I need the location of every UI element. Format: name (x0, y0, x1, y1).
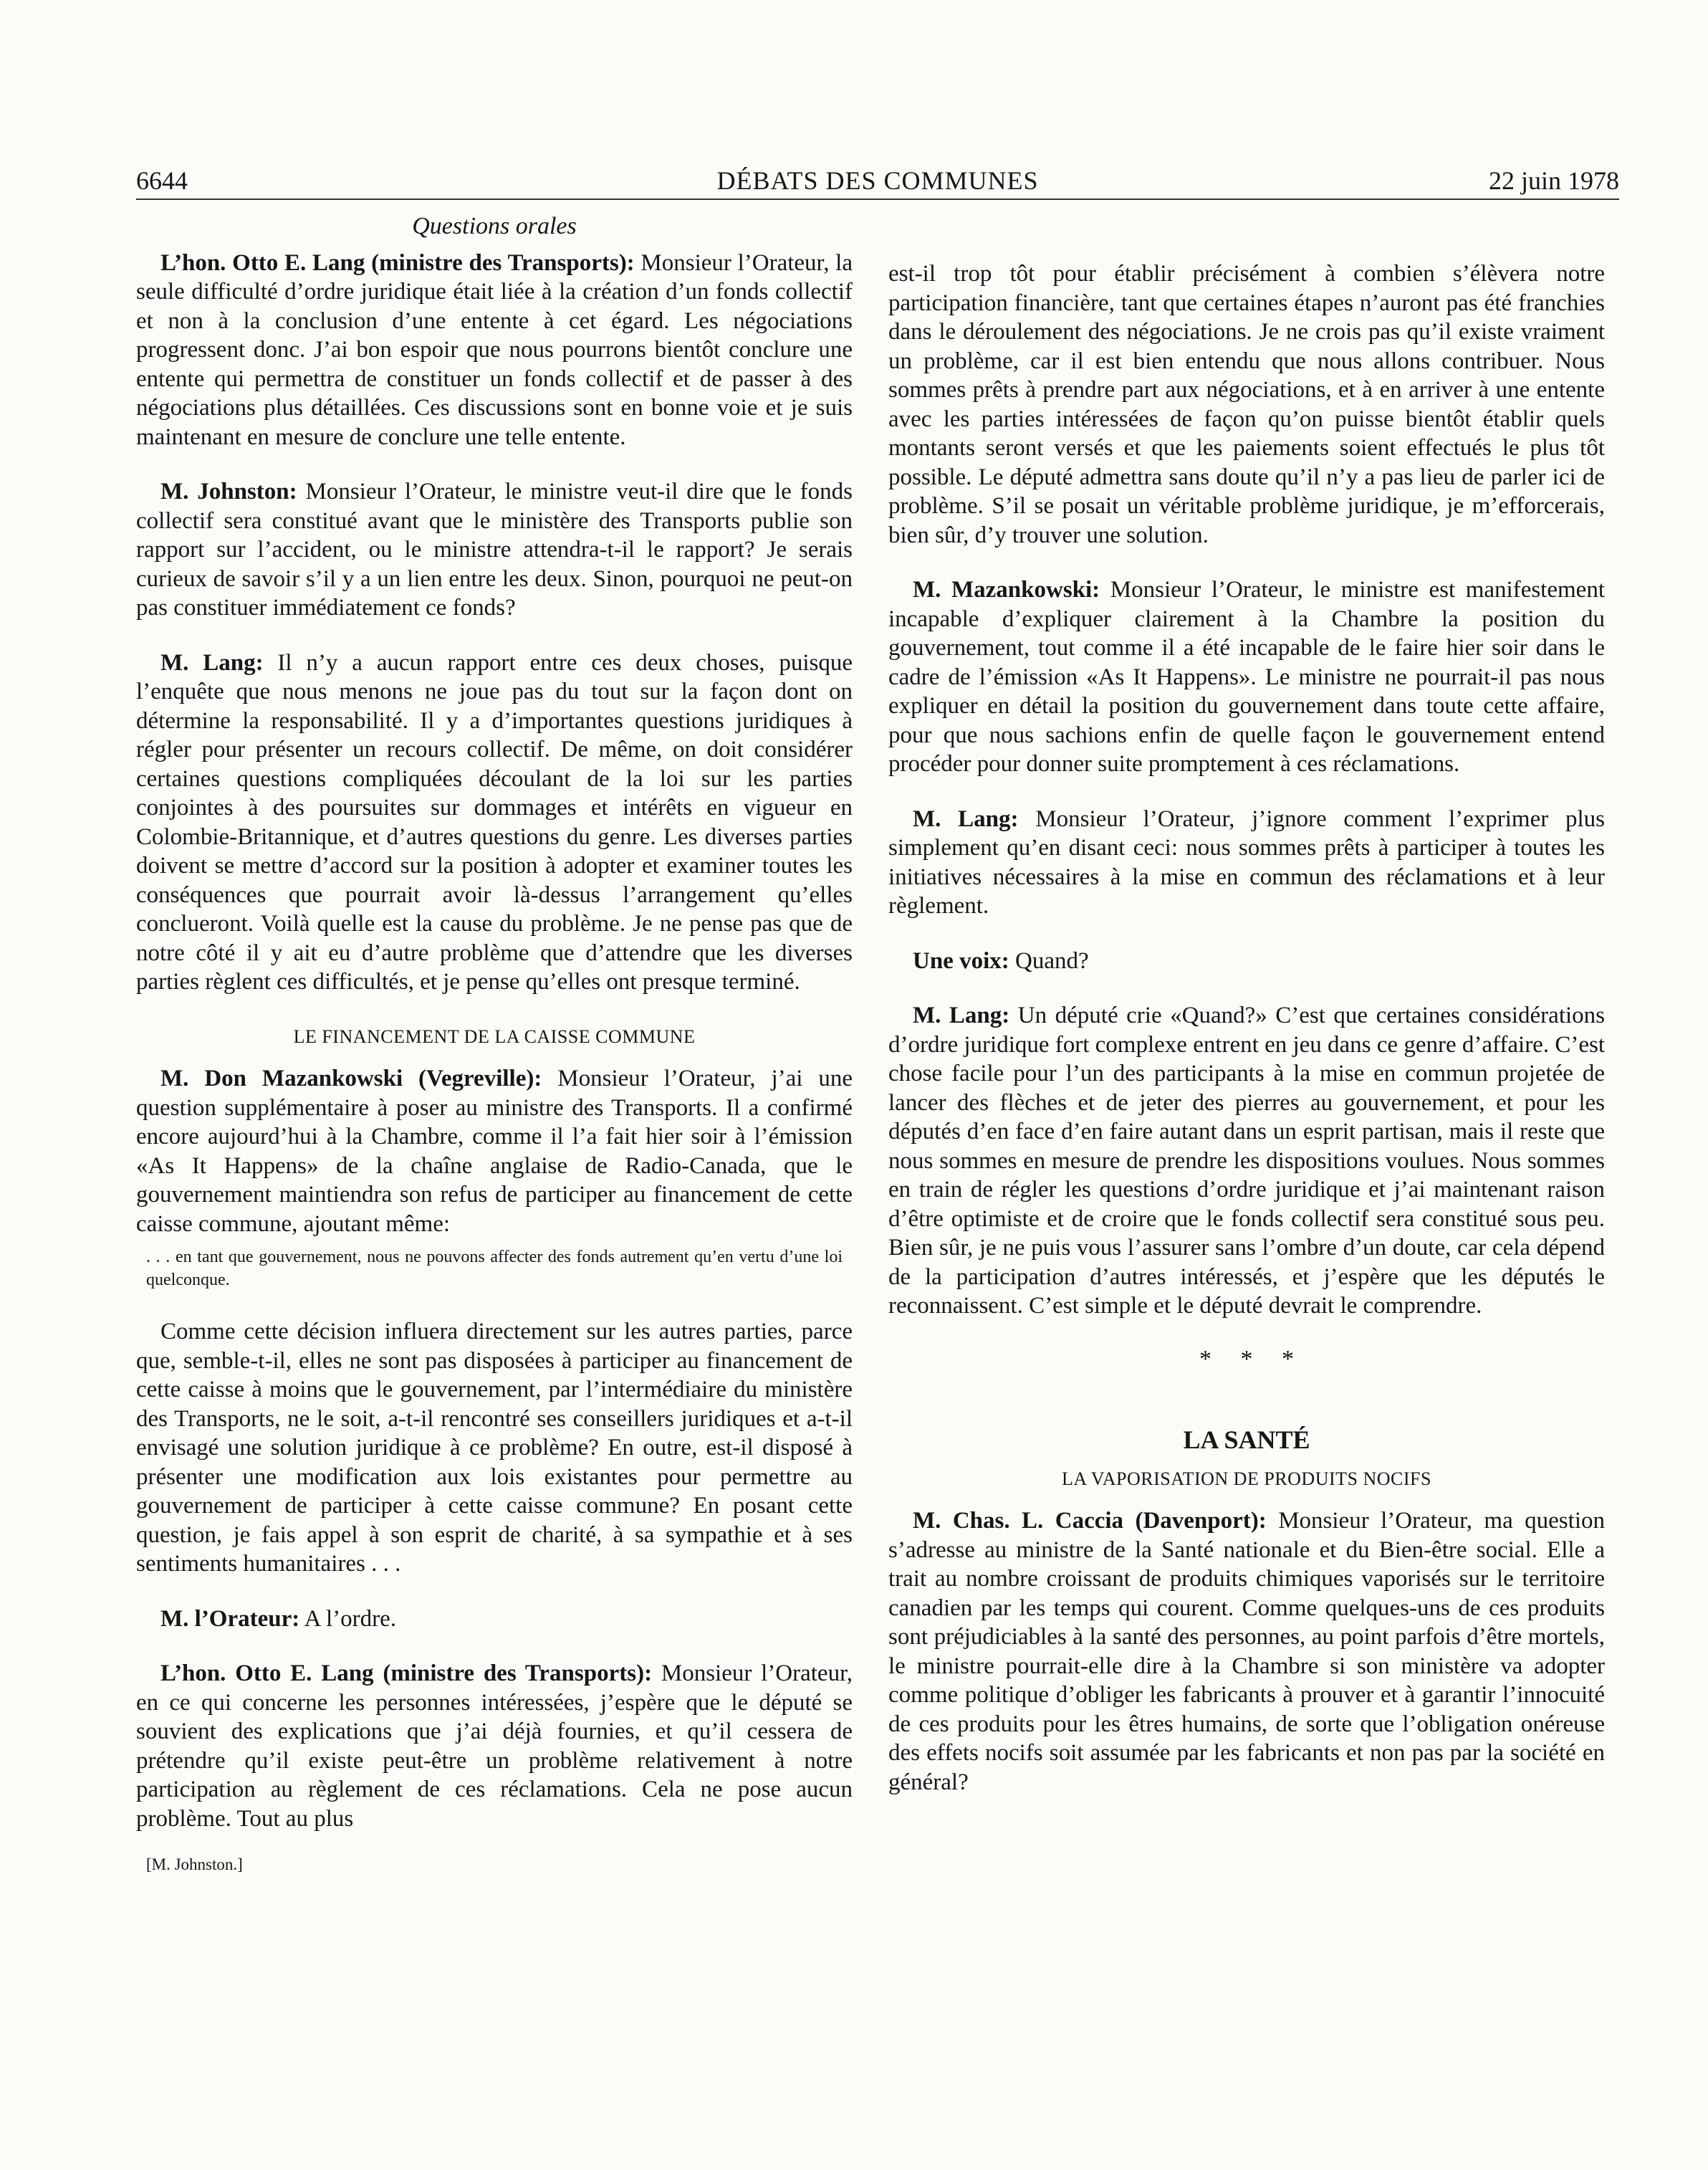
speaker-name: M. Chas. L. Caccia (Davenport): (913, 1508, 1267, 1534)
right-column (888, 259, 1605, 1822)
paragraph-lang-3 (136, 1659, 853, 1833)
paragraph-lang-1 (136, 249, 853, 452)
speech-text: Il n’y a aucun rapport entre ces deux choses, puisque l’enquête que nous menons ne joue pas du tout sur la façon dont on détermine la responsabilité. Il y a d’importantes questions juridiques à régler pour présenter un recours collectif. De même, on doit considérer certaines questions compliquées découlant de la loi sur les parties conjointes à des poursuites sur dommages et intérêts en vigueur en Colombie-Britannique, et d’autres questions du genre. Les diverses parties doivent se mettre d’accord sur la position à adopter et examiner toutes les conséquences que pourrait avoir là-dessus l’arrangement qu’elles conclueront. Voilà quelle est la cause du problème. Je ne pense pas que de notre côté il y ait eu d’autre problème que d’attendre que les diverses parties règlent ces difficultés, et je pense qu’elles ont presque terminé. (136, 649, 853, 995)
speaker-name: M. Johnston: (160, 479, 297, 505)
speech-text: Monsieur l’Orateur, le ministre est manifestement incapable d’expliquer clairement à la Chambre la position du gouvernement, tout comme il a été incapable de le faire hier soir dans le cadre de l’émission «As It Happens». Le ministre ne pourrait-il pas nous expliquer en détail la position du gouvernement dans toute cette affaire, pour que nous sachions enfin de quelle façon le gouvernement entend procéder pour donner suite promptement à ces réclamations. (888, 577, 1605, 777)
speaker-name: L’hon. Otto E. Lang (ministre des Transports): (160, 1660, 653, 1686)
speaker-name: M. Lang: (913, 1003, 1010, 1028)
speech-text: Monsieur l’Orateur, en ce qui concerne les personnes intéressées, j’espère que le député se souvient des explications que j’ai déjà fournies, et qu’il cessera de prétendre qu’il existe peut-être un problème relativement à notre participation au règlement de ces réclamations. Cela ne pose aucun problème. Tout au plus (136, 1660, 853, 1832)
speaker-name: M. Mazankowski: (913, 577, 1100, 603)
section-title-sante: LA SANTÉ (1183, 1425, 1310, 1454)
speech-text: A l’ordre. (299, 1605, 396, 1632)
speaker-name: M. l’Orateur: (160, 1605, 300, 1632)
header-rule (136, 199, 1619, 200)
publication-title: DÉBATS DES COMMUNES (716, 166, 1039, 195)
speech-text: Monsieur l’Orateur, j’ai une question supplémentaire à poser au ministre des Transports. Il a confirmé encore aujourd’hui à la Chambre, comme il l’a fait hier soir à l’émission «As It Happens» de la chaîne anglaise de Radio-Canada, que le gouvernement maintiendra son refus de participer au financement de cette caisse commune, ajoutant même: (136, 1066, 853, 1237)
publication-date: 22 juin 1978 (1488, 166, 1619, 195)
speech-text: Quand? (1009, 947, 1089, 974)
speaker-name: L’hon. Otto E. Lang (ministre des Transports): (160, 249, 635, 276)
speaker-name: M. Lang: (160, 649, 264, 676)
paragraph-mazankowski-1 (136, 1064, 853, 1238)
paragraph-caccia (888, 1506, 1605, 1797)
footnote: [M. Johnston.] (146, 1855, 243, 1873)
speaker-name: M. Lang: (913, 806, 1019, 832)
paragraph-lang-2 (136, 649, 853, 997)
page-header (136, 162, 1619, 199)
paragraph-lang-5 (888, 1001, 1605, 1321)
speech-text: Monsieur l’Orateur, j’ignore comment l’exprimer plus simplement qu’en disant ceci: nous sommes prêts à participer à toutes les initiatives nécessaires à la mise en commun des réclamations et à leur règlement. (888, 806, 1605, 919)
section-heading-vaporisation: LA VAPORISATION DE PRODUITS NOCIFS (1062, 1468, 1431, 1489)
subheading-questions-orales: Questions orales (412, 213, 577, 239)
paragraph-lang-4 (888, 805, 1605, 921)
block-quote: . . . en tant que gouvernement, nous ne pouvons affecter des fonds autrement qu’en vertu d’une loi quelconque. (146, 1248, 843, 1289)
paragraph-mazankowski-2: Comme cette décision influera directement sur les autres parties, parce que, semble-t-il, elles ne sont pas disposées à participer au financement de cette caisse à moins que le gouvernement, par l’intermédiaire du ministère des Transports, ne le soit, a-t-il rencontré ses conseillers juridiques et a-t-il envisagé une solution juridique à ce problème? En outre, est-il disposé à présenter une modification aux lois existantes pour permettre au gouvernement de participer à cette caisse commune? En posant cette question, je fais appel à son esprit de charité, à sa sympathie et à ses sentiments humanitaires . . . (136, 1319, 853, 1577)
section-heading-financement: LE FINANCEMENT DE LA CAISSE COMMUNE (293, 1026, 696, 1047)
speaker-name: M. Don Mazankowski (Vegreville): (160, 1066, 542, 1091)
page-number: 6644 (136, 166, 188, 195)
left-column (136, 212, 853, 1880)
paragraph-orateur (136, 1605, 853, 1634)
section-separator: * * * (1199, 1345, 1294, 1372)
speech-text: Monsieur l’Orateur, la seule difficulté d’ordre juridique était liée à la création d’un fonds collectif et non à la conclusion d’une entente à cet égard. Les négociations progressent donc. J’ai bon espoir que nous pourrons bientôt conclure une entente qui permettra de constituer un fonds collectif et de passer à des négociations plus détaillées. Ces discussions sont en bonne voie et je suis maintenant en mesure de conclure une telle entente. (136, 249, 853, 450)
paragraph-lang-3-continued: est-il trop tôt pour établir précisément à combien s’élèvera notre participation financière, tant que certaines étapes n’auront pas été franchies dans le déroulement des négociations. Je ne crois pas qu’il existe vraiment un problème, car il est bien entendu que nous allons contribuer. Nous sommes prêts à prendre part aux négociations, et à en arriver à une entente avec les parties intéressées de façon qu’on puisse bientôt établir quels montants seront versés et que les paiements soient effectués le plus tôt possible. Le député admettra sans doute qu’il n’y a pas lieu de parler ici de problème. S’il se posait un véritable problème juridique, je m’efforcerais, bien sûr, d’y trouver une solution. (888, 261, 1605, 548)
paragraph-mazankowski-3 (888, 575, 1605, 779)
speech-text: Monsieur l’Orateur, le ministre veut-il dire que le fonds collectif sera constitué avant que le ministère des Transports publie son rapport sur l’accident, ou le ministre attendra-t-il le rapport? Je serais curieux de savoir s’il y a un lien entre les deux. Sinon, pourquoi ne peut-on pas constituer immédiatement ce fonds? (136, 479, 853, 621)
speech-text: Monsieur l’Orateur, ma question s’adresse au ministre de la Santé nationale et du Bien-être social. Elle a trait au nombre croissant de produits chimiques vaporisés sur le territoire canadien par les temps qui courent. Comme quelques-uns de ces produits sont préjudiciables à la santé des personnes, au point parfois d’être mortels, le ministre pourrait-elle dire à la Chambre si son ministère va adopter comme politique d’obliger les fabricants à prouver et à garantir l’innocuité de ces produits pour les êtres humains, de sorte que l’obligation onéreuse des effets nocifs soit assumée par les fabricants et non pas par la société en général? (888, 1508, 1605, 1795)
speech-text: Un député crie «Quand?» C’est que certaines considérations d’ordre juridique fort complexe entrent en jeu dans ce genre d’affaire. C’est chose facile pour l’un des participants à la mise en commun projetée de lancer des flèches et de jeter des pierres au gouvernement, et pour les députés d’en face d’en faire autant dans un esprit partisan, mais il reste que nous sommes en mesure de prendre les dispositions voulues. Nous sommes en train de régler les questions d’ordre juridique et j’ai maintenant raison d’être optimiste et de croire que le fonds collectif sera constitué sous peu. Bien sûr, je ne puis vous l’assurer sans l’ombre d’un doute, car cela dépend de la participation d’autres intéressés, et j’espère que les députés le reconnaissent. C’est simple et le député devrait le comprendre. (888, 1003, 1606, 1319)
paragraph-johnston (136, 477, 853, 623)
paragraph-une-voix (888, 947, 1605, 976)
speaker-name: Une voix: (913, 947, 1009, 974)
